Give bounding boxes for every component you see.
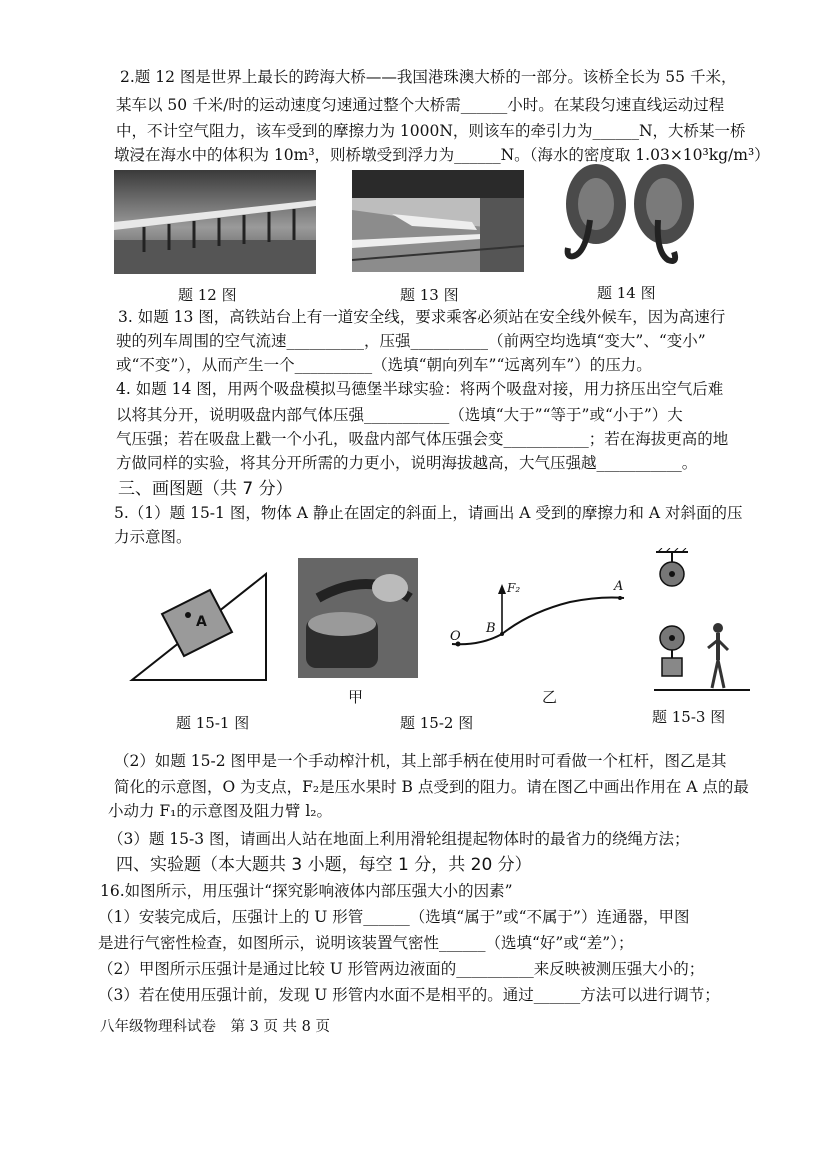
q12-line-4: 墩浸在海水中的体积为 10m³，则桥墩受到浮力为______N。（海水的密度取 1.03×10³kg/m³） bbox=[114, 146, 770, 164]
bridge-photo bbox=[114, 170, 316, 274]
q12-line-1: 2.题 12 图是世界上最长的跨海大桥——我国港珠澳大桥的一部分。该桥全长为 55 千米， bbox=[120, 68, 737, 86]
q15-part2-line-1: （2）如题 15-2 图甲是一个手动榨汁机，其上部手柄在使用时可看做一个杠杆，图乙是其 bbox=[114, 752, 727, 770]
q13-line-2: 驶的列车周围的空气流速__________，压强__________（前两空均选填“变大”、“变小” bbox=[116, 332, 706, 350]
f2-label: F₂ bbox=[507, 581, 521, 595]
q14-line-4: 方做同样的实验，将其分开所需的力更小，说明海拔越高，大气压强越___________。 bbox=[116, 454, 698, 472]
q14-line-1: 4. 如题 14 图，用两个吸盘模拟马德堡半球实验：将两个吸盘对接，用力挤压出空气后难 bbox=[116, 380, 724, 398]
section-4-heading: 四、实验题（本大题共 3 小题，每空 1 分，共 20 分） bbox=[116, 855, 532, 875]
q15-part1-line-1: 5.（1）题 15-1 图，物体 A 静止在固定的斜面上，请画出 A 受到的摩擦力和 A 对斜面的压 bbox=[114, 504, 743, 522]
block-a-label: A bbox=[196, 614, 207, 630]
q16-line-4: （2）甲图所示压强计是通过比较 U 形管两边液面的__________来反映被测压强大小的； bbox=[98, 960, 705, 978]
q14-line-2: 以将其分开，说明吸盘内部气体压强___________（选填“大于”“等于”或“小于”）大 bbox=[116, 406, 683, 424]
q16-line-2: （1）安装完成后，压强计上的 U 形管______（选填“属于”或“不属于”）连通器，甲图 bbox=[98, 908, 690, 926]
q13-line-1: 3. 如题 13 图，高铁站台上有一道安全线，要求乘客必须站在安全线外候车，因为高速行 bbox=[118, 308, 726, 326]
q12-line-2: 某车以 50 千米/时的运动速度匀速通过整个大桥需______小时。在某段匀速直线运动过程 bbox=[116, 96, 725, 114]
juicer-photo bbox=[298, 558, 418, 678]
q15-part2-line-3: 小动力 F₁的示意图及阻力臂 l₂。 bbox=[108, 802, 332, 820]
point-b-label: B bbox=[486, 621, 496, 636]
pulley-system-diagram bbox=[652, 548, 752, 696]
q15-part3: （3）题 15-3 图，请画出人站在地面上利用滑轮组提起物体时的最省力的绕绳方法； bbox=[108, 830, 690, 848]
q16-line-3: 是进行气密性检查，如图所示，说明该装置气密性______（选填“好”或“差”）； bbox=[98, 934, 634, 952]
q16-line-1: 16.如图所示，用压强计“探究影响液体内部压强大小的因素” bbox=[100, 882, 513, 900]
caption-jia: 甲 bbox=[348, 688, 364, 706]
point-a-label: A bbox=[614, 579, 624, 594]
section-3-heading: 三、画图题（共 7 分） bbox=[118, 479, 293, 499]
page-footer: 八年级物理科试卷 第 3 页 共 8 页 bbox=[100, 1019, 330, 1035]
q13-line-3: 或“不变”），从而产生一个__________（选填“朝向列车”“远离列车”）的压力。 bbox=[116, 356, 652, 374]
caption-fig-12: 题 12 图 bbox=[178, 286, 237, 304]
caption-yi: 乙 bbox=[542, 688, 558, 706]
suction-cups-photo bbox=[560, 160, 700, 280]
lever-diagram bbox=[440, 572, 640, 656]
caption-fig-13: 题 13 图 bbox=[400, 286, 459, 304]
caption-fig-15-2: 题 15-2 图 bbox=[400, 714, 474, 732]
q14-line-3: 气压强；若在吸盘上戳一个小孔，吸盘内部气体压强会变___________；若在海拔更高的地 bbox=[116, 430, 729, 448]
caption-fig-15-3: 题 15-3 图 bbox=[652, 708, 726, 726]
caption-fig-15-1: 题 15-1 图 bbox=[176, 714, 250, 732]
train-station-photo bbox=[352, 170, 524, 272]
q15-part2-line-2: 简化的示意图，O 为支点，F₂是压水果时 B 点受到的阻力。请在图乙中画出作用在 A 点的最 bbox=[114, 778, 749, 796]
caption-fig-14: 题 14 图 bbox=[597, 284, 656, 302]
q16-line-5: （3）若在使用压强计前，发现 U 形管内水面不是相平的。通过______方法可以进行调节； bbox=[98, 986, 720, 1004]
point-o-label: O bbox=[450, 629, 461, 644]
incline-diagram bbox=[126, 568, 268, 686]
q12-line-3: 中，不计空气阻力，该车受到的摩擦力为 1000N，则该车的牵引力为______N，大桥某一桥 bbox=[116, 122, 746, 140]
q15-part1-line-2: 力示意图。 bbox=[114, 528, 192, 546]
